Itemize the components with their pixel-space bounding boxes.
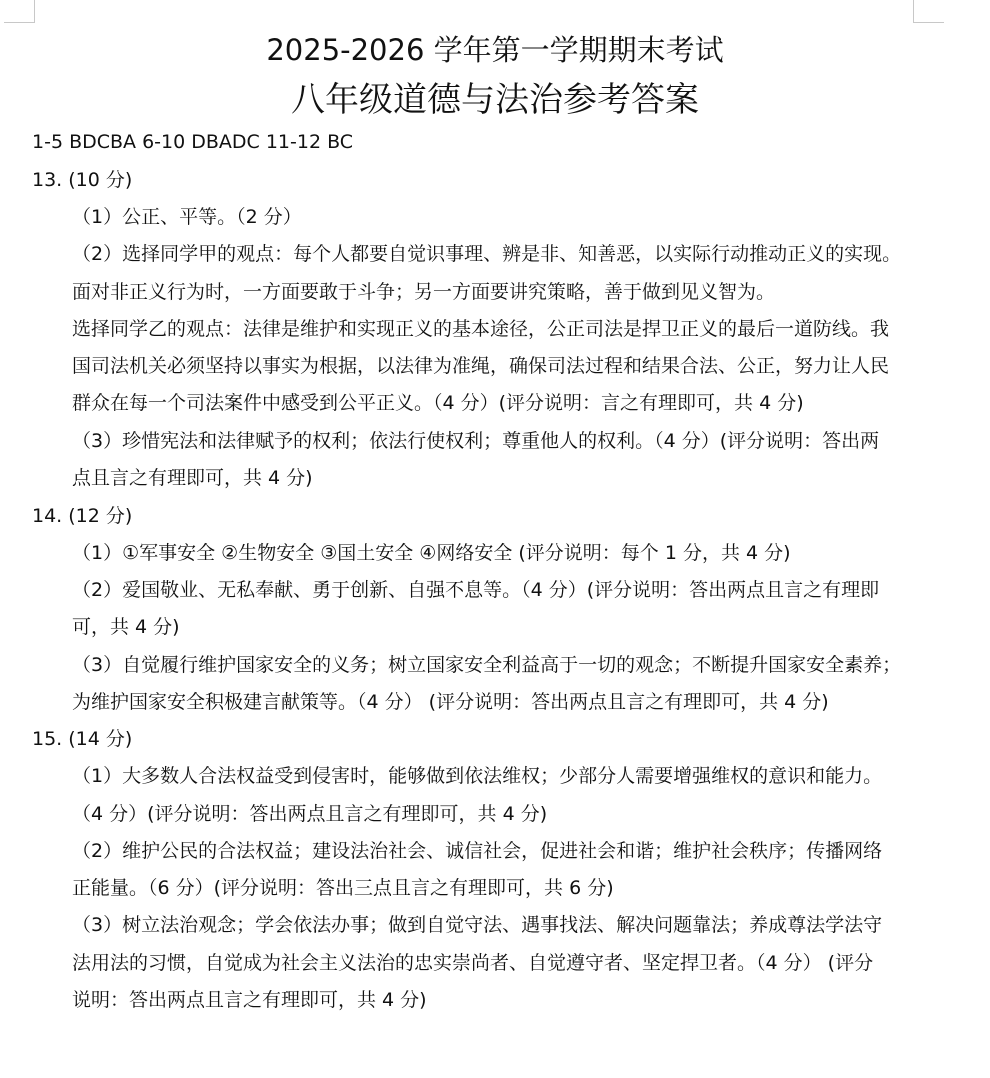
q13-part2-line1: （2）选择同学甲的观点：每个人都要自觉识事理、辨是非、知善恶，以实际行动推动正义的实现。 <box>72 243 902 265</box>
q14-part2-line1: （2）爱国敬业、无私奉献、勇于创新、自强不息等。（4 分）(评分说明：答出两点且言之有理即 <box>72 579 880 601</box>
question-13-header: 13. (10 分) <box>32 169 133 191</box>
q15-part3-line2: 法用法的习惯，自觉成为社会主义法治的忠实崇尚者、自觉遵守者、坚定捍卫者。（4 分） (评分 <box>72 952 874 974</box>
q15-part1-line2: （4 分）(评分说明：答出两点且言之有理即可，共 4 分) <box>72 803 548 825</box>
question-15-header: 15. (14 分) <box>32 728 133 750</box>
q13-part2-line2: 面对非正义行为时，一方面要敢于斗争；另一方面要讲究策略，善于做到见义智为。 <box>72 281 776 303</box>
q13-part2-line3: 选择同学乙的观点：法律是维护和实现正义的基本途径，公正司法是捍卫正义的最后一道防线。我 <box>72 318 890 340</box>
answer-key-title: 八年级道德与法治参考答案 <box>291 80 699 120</box>
page-corner-mark-right <box>913 0 944 23</box>
q14-part2-line2: 可，共 4 分) <box>72 616 180 638</box>
q14-part3-line1: （3）自觉履行维护国家安全的义务；树立国家安全利益高于一切的观念；不断提升国家安全素养； <box>72 654 902 676</box>
q14-part1: （1）①军事安全 ②生物安全 ③国土安全 ④网络安全 (评分说明：每个 1 分，共 4 分) <box>72 542 791 564</box>
q13-part1: （1）公正、平等。（2 分） <box>72 206 302 228</box>
exam-title: 2025-2026 学年第一学期期末考试 <box>266 33 724 67</box>
page-corner-mark-left <box>4 0 35 23</box>
q13-part3-line2: 点且言之有理即可，共 4 分) <box>72 467 313 489</box>
q13-part2-line4: 国司法机关必须坚持以事实为根据，以法律为准绳，确保司法过程和结果合法、公正，努力让人民 <box>72 355 890 377</box>
q15-part3-line3: 说明：答出两点且言之有理即可，共 4 分) <box>72 989 427 1011</box>
q13-part3-line1: （3）珍惜宪法和法律赋予的权利；依法行使权利；尊重他人的权利。（4 分）(评分说明：答出两 <box>72 430 880 452</box>
q13-part2-line5: 群众在每一个司法案件中感受到公平正义。（4 分）(评分说明：言之有理即可，共 4 分) <box>72 392 804 414</box>
multiple-choice-answers: 1-5 BDCBA 6-10 DBADC 11-12 BC <box>32 131 354 153</box>
question-14-header: 14. (12 分) <box>32 505 133 527</box>
q15-part2-line1: （2）维护公民的合法权益；建设法治社会、诚信社会，促进社会和谐；维护社会秩序；传播网络 <box>72 840 883 862</box>
q15-part3-line1: （3）树立法治观念；学会依法办事；做到自觉守法、遇事找法、解决问题靠法；养成尊法学法守 <box>72 914 883 936</box>
q15-part2-line2: 正能量。（6 分）(评分说明：答出三点且言之有理即可，共 6 分) <box>72 877 614 899</box>
q14-part3-line2: 为维护国家安全积极建言献策等。（4 分） (评分说明：答出两点且言之有理即可，共 4 分) <box>72 691 829 713</box>
q15-part1-line1: （1）大多数人合法权益受到侵害时，能够做到依法维权；少部分人需要增强维权的意识和能力。 <box>72 765 883 787</box>
